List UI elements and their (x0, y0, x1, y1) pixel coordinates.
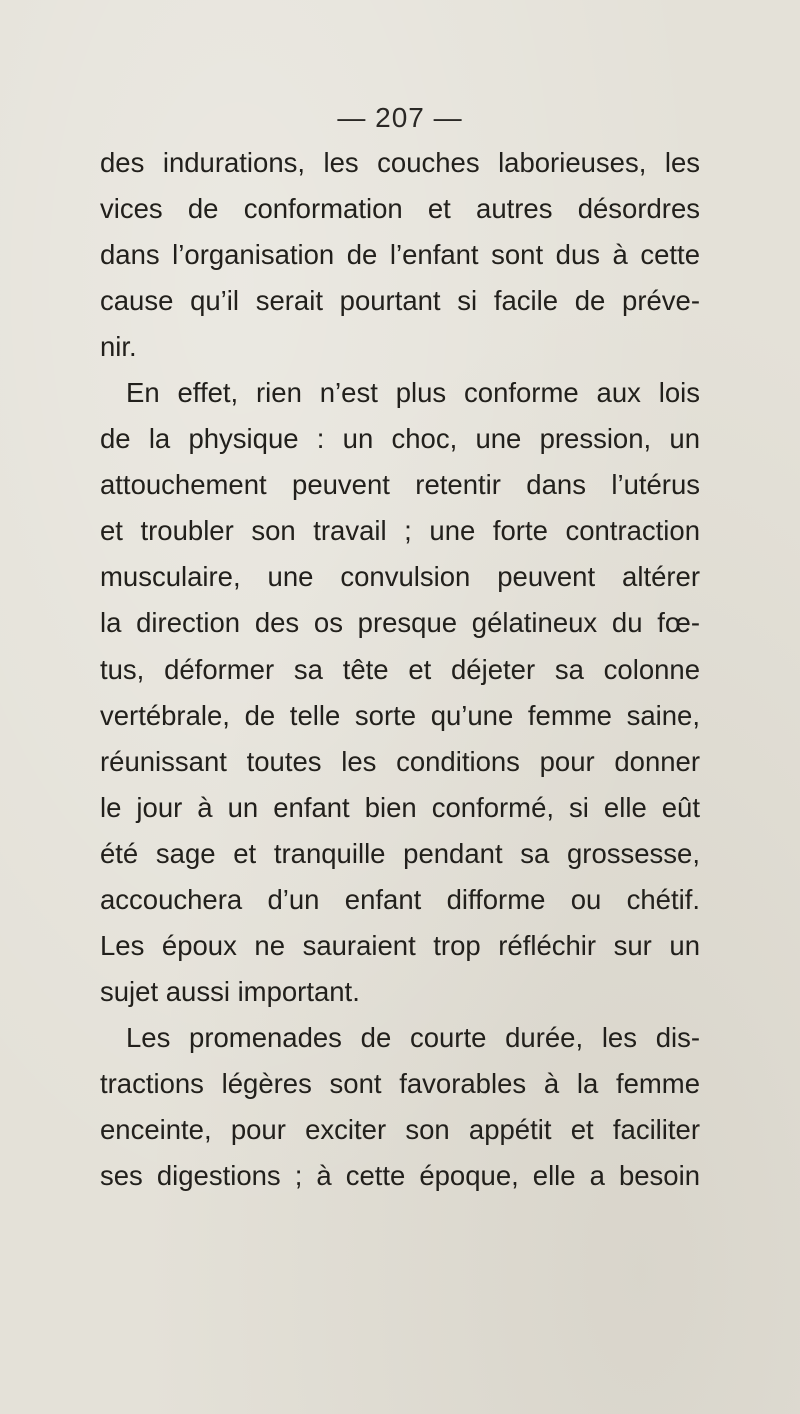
text-line: attouchement peuvent retentir dans l’utérus (100, 469, 700, 501)
text-line: la direction des os presque gélatineux du fœ- (100, 607, 700, 639)
text-line: des indurations, les couches laborieuses, les (100, 147, 700, 178)
text-line: réunissant toutes les conditions pour donner (100, 745, 700, 777)
text-line: accouchera d’un enfant difforme ou chétif. (100, 883, 700, 915)
text-line: vices de conformation et autres désordres (100, 193, 700, 225)
text-line: musculaire, une convulsion peuvent altérer (100, 561, 700, 593)
text-line: enceinte, pour exciter son appétit et faciliter (100, 1113, 700, 1145)
text-line: été sage et tranquille pendant sa grossesse, (100, 837, 700, 869)
text-line: le jour à un enfant bien conformé, si elle eût (100, 791, 700, 823)
page-number: — 207 — (337, 102, 463, 133)
text-line: de la physique : un choc, une pression, un (100, 423, 700, 455)
text-line: Les époux ne sauraient trop réfléchir sur un (100, 929, 700, 961)
text-line: tractions légères sont favorables à la femme (100, 1067, 700, 1099)
text-line: et troubler son travail ; une forte contraction (100, 515, 700, 547)
text-line: vertébrale, de telle sorte qu’une femme saine, (100, 699, 700, 731)
text-line: ses digestions ; à cette époque, elle a besoin (100, 1160, 700, 1192)
text-line: cause qu’il serait pourtant si facile de préve- (100, 285, 700, 317)
text-line: dans l’organisation de l’enfant sont dus à cette (100, 239, 700, 271)
text-line: tus, déformer sa tête et déjeter sa colonne (100, 653, 700, 685)
text-line: sujet aussi important. (100, 975, 360, 1007)
text-line: nir. (100, 331, 137, 363)
text-line: En effet, rien n’est plus conforme aux lois (126, 377, 700, 409)
body-text (100, 140, 700, 1199)
text-line: Les promenades de courte durée, les dis- (126, 1021, 700, 1053)
